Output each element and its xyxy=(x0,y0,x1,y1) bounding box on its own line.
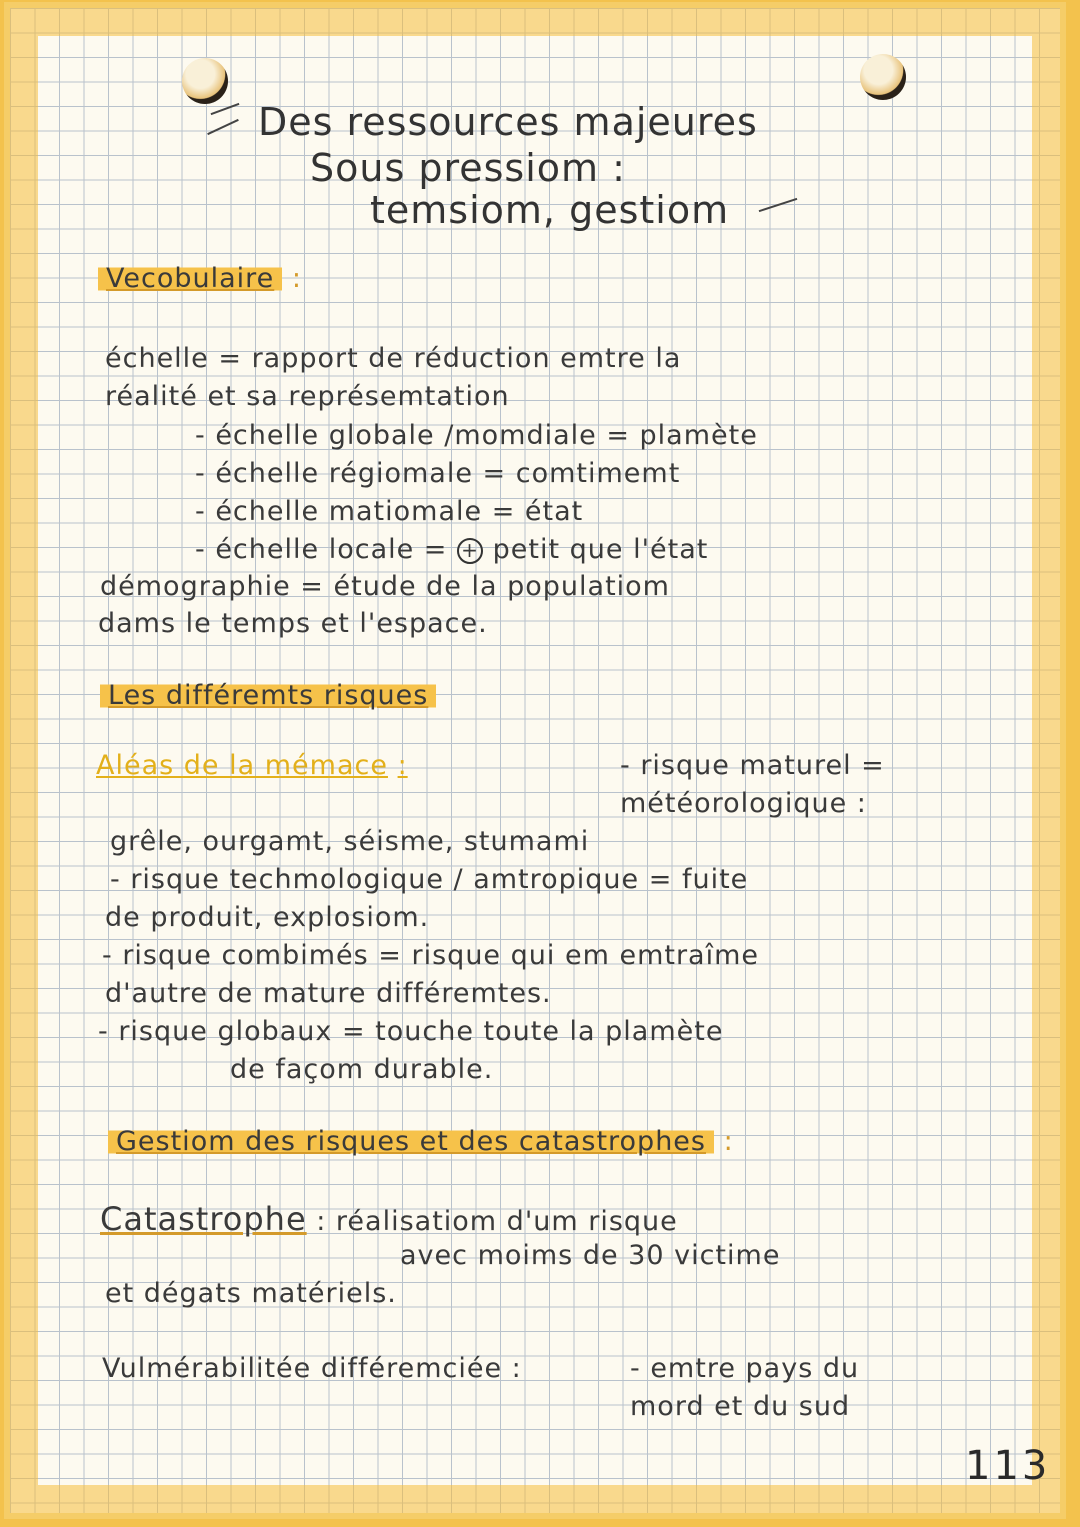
page-number: 113 xyxy=(965,1443,1051,1489)
vocab-line-6b: petit que l'état xyxy=(492,534,709,565)
binder-hole-left xyxy=(182,58,228,104)
vocab-line-6a: - échelle locale = xyxy=(195,534,448,565)
page-title-line1: Des ressources majeures xyxy=(258,100,758,144)
page-title-line2: Sous pressiom : xyxy=(310,146,626,190)
plus-icon: + xyxy=(457,538,483,564)
risques-line-2: météorologique : xyxy=(620,788,867,819)
vocab-heading: Vecobulaire : xyxy=(98,263,302,294)
risques-line-9: de façom durable. xyxy=(230,1054,494,1085)
title-deco-mark-left-2 xyxy=(207,119,239,135)
risques-heading-text: Les différemts risques xyxy=(100,680,436,711)
binder-hole-right xyxy=(860,54,906,100)
aleas-colon: : xyxy=(397,750,408,781)
vocab-line-6 xyxy=(195,534,708,565)
catastrophe-line-3: et dégats matériels. xyxy=(105,1278,397,1309)
vocab-heading-text: Vecobulaire xyxy=(98,263,282,294)
aleas-label-text: Aléas de la mémace xyxy=(96,750,388,781)
risques-line-1: - risque maturel = xyxy=(620,750,885,781)
aleas-label xyxy=(96,750,408,781)
vocab-line-5: - échelle matiomale = état xyxy=(195,496,584,527)
notebook-page xyxy=(10,8,1060,1513)
vocab-line-8: dams le temps et l'espace. xyxy=(98,608,488,639)
vulnerabilite-line-1: - emtre pays du xyxy=(630,1353,860,1384)
risques-line-7: d'autre de mature différemtes. xyxy=(105,978,552,1009)
catastrophe-line-1 xyxy=(100,1200,678,1238)
catastrophe-label: Catastrophe xyxy=(100,1200,307,1238)
title-deco-mark-right xyxy=(759,198,798,212)
page-title-line3: temsiom, gestiom xyxy=(370,188,730,232)
vocab-line-2: réalité et sa représemtation xyxy=(105,381,510,412)
vocab-line-4: - échelle régiomale = comtimemt xyxy=(195,458,681,489)
vocab-line-1: échelle = rapport de réduction emtre la xyxy=(105,343,682,374)
catastrophe-def: : réalisatiom d'um risque xyxy=(316,1206,678,1237)
risques-heading xyxy=(100,680,436,711)
gestion-heading-text: Gestiom des risques et des catastrophes xyxy=(108,1126,714,1157)
gestion-heading: Gestiom des risques et des catastrophes : xyxy=(108,1126,734,1157)
risques-line-6: - risque combimés = risque qui em emtraîme xyxy=(102,940,760,971)
vocab-line-3: - échelle globale /momdiale = plamète xyxy=(195,420,758,451)
catastrophe-line-2: avec moims de 30 victime xyxy=(400,1240,781,1271)
vulnerabilite-line-2: mord et du sud xyxy=(630,1391,851,1422)
risques-line-5: de produit, explosiom. xyxy=(105,902,430,933)
vulnerabilite-label: Vulmérabilitée différemciée : xyxy=(102,1353,522,1384)
risques-line-8: - risque globaux = touche toute la plamète xyxy=(98,1016,724,1047)
risques-line-4: - risque techmologique / amtropique = fuite xyxy=(110,864,749,895)
risques-line-3: grêle, ourgamt, séisme, stumami xyxy=(110,826,590,857)
vocab-line-7: démographie = étude de la populatiom xyxy=(100,571,670,602)
title-deco-mark-left xyxy=(211,103,240,115)
